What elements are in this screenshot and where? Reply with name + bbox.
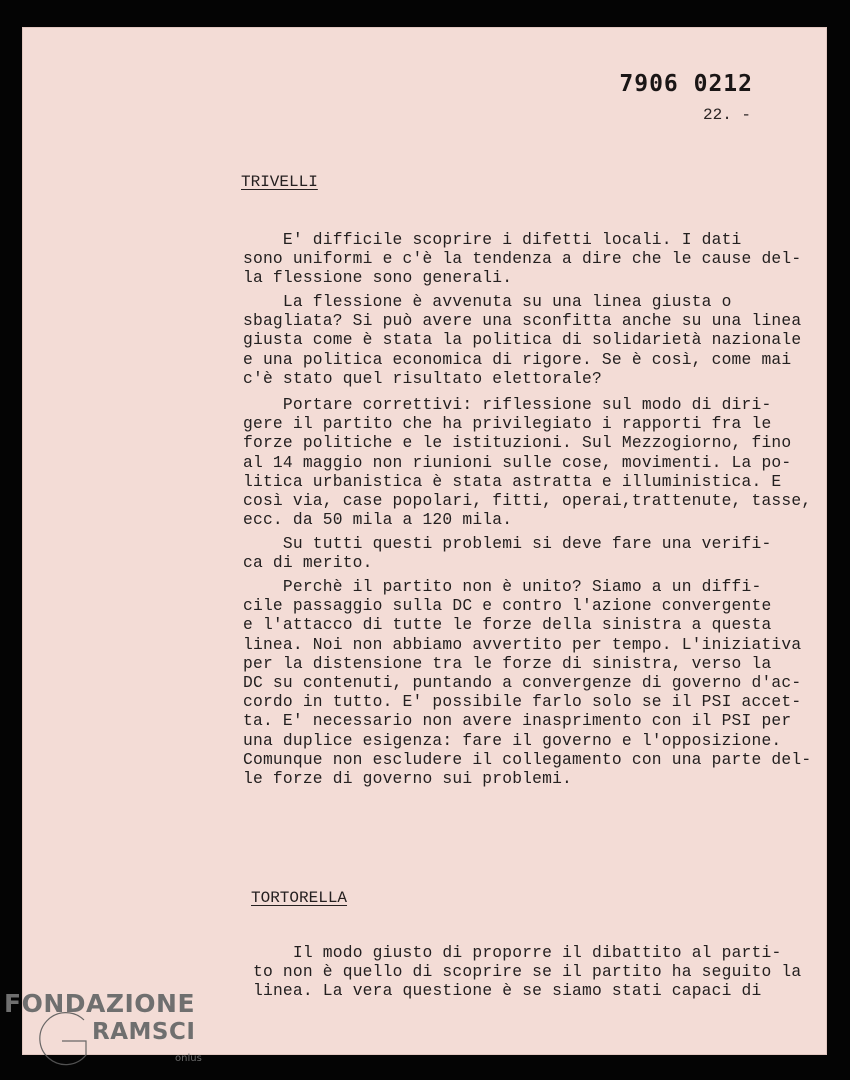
svg-text:FONDAZIONE: FONDAZIONE (4, 989, 196, 1018)
paragraph: Portare correttivi: riflessione sul modo di diri- gere il partito che ha privilegiato i rapporti fra le forze politiche e le istituzioni. Sul Mezzogiorno, fino al 14 maggio non riunioni sulle cose, movimenti. La po- litica urbanistica è stata astratta e illuministica. E così via, case popolari, fitti, operai,trattenute, tasse, ecc. da 50 mila a 120 mila. (243, 395, 812, 530)
speaker-heading-tortorella: TORTORELLA (251, 889, 348, 907)
paragraph: Il modo giusto di proporre il dibattito al parti- to non è quello di scoprire se il partito ha seguito la linea. La vera questione è se siamo stati capaci di (253, 943, 802, 1001)
paragraph: Su tutti questi problemi si deve fare una verifi- ca di merito. (243, 534, 772, 573)
page-number: 22. - (702, 106, 751, 124)
speaker-heading-trivelli: TRIVELLI (241, 173, 318, 191)
paragraph: E' difficile scoprire i difetti locali. I dati sono uniformi e c'è la tendenza a dire che le cause del- la flessione sono generali. (243, 230, 802, 288)
archive-number: 7906 0212 (619, 71, 753, 97)
paragraph: Perchè il partito non è unito? Siamo a un diffi- cile passaggio sulla DC e contro l'azione convergente e l'attacco di tutte le forze della sinistra a questa linea. Noi non abbiamo avvertito per tempo. L'iniziativa per la distensione tra le forze di sinistra, verso la DC su contenuti, puntando a convergenze di governo d'ac- cordo in tutto. E' possibile farlo solo se il PSI accet- ta. E' necessario non avere inasprimento con il PSI per una duplice esigenza: fare il governo e l'opposizione. Comunque non escludere il collegamento con una parte del- le forze di governo sui problemi. (243, 577, 812, 789)
document-page (22, 27, 827, 1055)
svg-text:RAMSCI: RAMSCI (92, 1019, 196, 1045)
paragraph: La flessione è avvenuta su una linea giusta o sbagliata? Si può avere una sconfitta anche su una linea giusta come è stata la politica di solidarietà nazionale e una politica economica di rigore. Se è così, come mai c'è stato quel risultato elettorale? (243, 292, 802, 388)
fondazione-gramsci-watermark-logo (0, 985, 215, 1080)
svg-text:onlus: onlus (175, 1053, 202, 1064)
